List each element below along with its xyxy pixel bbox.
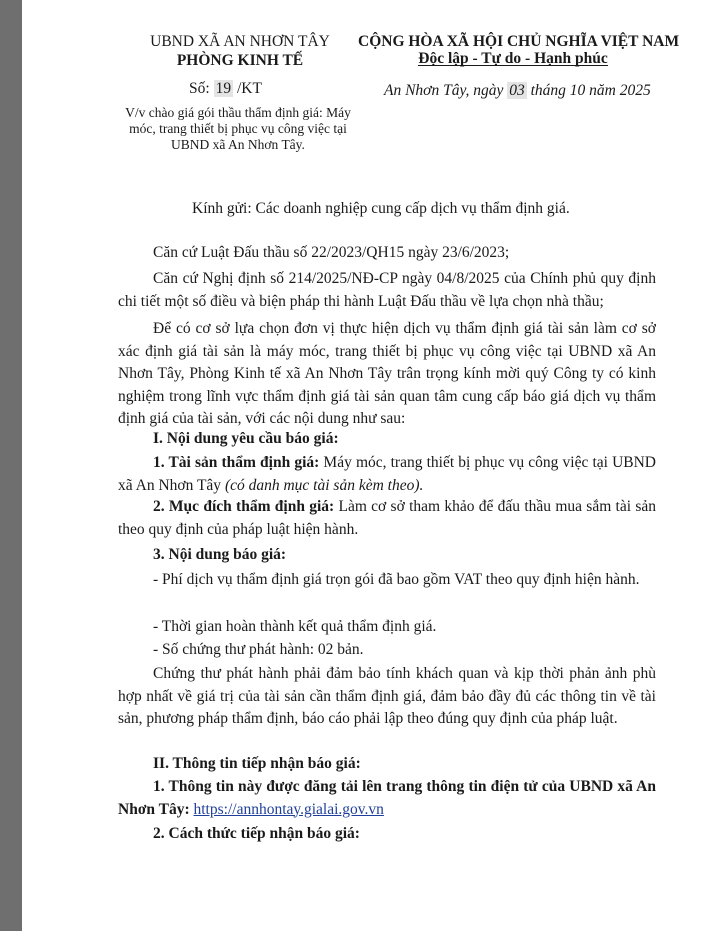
department-name: PHÒNG KINH TẾ (176, 52, 304, 69)
left-gutter (0, 0, 22, 931)
date-line (384, 82, 651, 100)
item2-paragraph (118, 496, 656, 541)
agency-name: UBND XÃ AN NHƠN TÂY (150, 33, 330, 50)
number-value: 19 (215, 80, 232, 97)
section2-title: II. Thông tin tiếp nhận báo giá: (153, 755, 361, 772)
info2-label: 2. Cách thức tiếp nhận báo giá: (153, 825, 360, 842)
intro-paragraph: Để có cơ sở lựa chọn đơn vị thực hiện dịch vụ thẩm định giá tài sản làm cơ sở xác định giá tài sản là máy móc, trang thiết bị phục vụ công việc tại UBND xã An Nhơn Tây, Phòng Kinh tế xã An Nhơn Tây trân trọng kính mời quý Công ty có kinh nghiệm trong lĩnh vực thẩm định giá tài sản quan tâm cung cấp báo giá dịch vụ thẩm định giá của tài sản, với các nội dung như sau: (118, 320, 656, 427)
basis-law: Căn cứ Luật Đấu thầu số 22/2023/QH15 ngày 23/6/2023; (153, 244, 510, 261)
website-link[interactable]: https://annhontay.gialai.gov.vn (193, 800, 384, 818)
bullet-fee: - Phí dịch vụ thẩm định giá trọn gói đã bao gồm VAT theo quy định hiện hành. (153, 571, 640, 588)
item1-paragraph (118, 452, 656, 497)
document-number (189, 80, 262, 98)
number-suffix: /KT (236, 80, 262, 97)
date-day: 03 (509, 82, 525, 99)
section1-title: I. Nội dung yêu cầu báo giá: (153, 430, 339, 447)
number-label: Số: (189, 80, 210, 97)
info1-paragraph (118, 776, 656, 821)
item1-label: 1. Tài sản thẩm định giá: (153, 454, 320, 471)
item1-note: (có danh mục tài sản kèm theo). (224, 476, 424, 494)
motto (358, 50, 668, 68)
recipient-line: Kính gửi: Các doanh nghiệp cung cấp dịch vụ thẩm định giá. (192, 200, 570, 217)
nation-title: CỘNG HÒA XÃ HỘI CHỦ NGHĨA VIỆT NAM (358, 33, 680, 50)
info1-label: 1. Thông tin này được đăng tải lên trang thông tin điện tử của UBND xã An Nhơn Tây: (118, 778, 656, 818)
bullet-time: - Thời gian hoàn thành kết quả thẩm định giá. (153, 618, 437, 635)
motto-text: Độc lập - Tự do - Hạnh phúc (418, 50, 608, 67)
date-prefix: An Nhơn Tây, ngày (384, 82, 504, 99)
item2-label: 2. Mục đích thẩm định giá: (153, 498, 335, 515)
basis-decree: Căn cứ Nghị định số 214/2025/NĐ-CP ngày 04/8/2025 của Chính phủ quy định chi tiết một số điều và biện pháp thi hành Luật Đấu thầu về lựa chọn nhà thầu; (118, 270, 656, 310)
subject-line-3: UBND xã An Nhơn Tây. (171, 137, 305, 152)
item3-label: 3. Nội dung báo giá: (153, 546, 287, 563)
certificate-paragraph: Chứng thư phát hành phải đảm bảo tính khách quan và kịp thời phản ảnh phù hợp nhất về giá trị của tài sản cần thẩm định giá, đảm bảo đầy đủ các thông tin về tài sản, phương pháp thẩm định, báo cáo phải lập theo đúng quy định của pháp luật. (118, 665, 656, 727)
date-suffix: tháng 10 năm 2025 (530, 82, 651, 99)
item2-text: Làm cơ sở tham khảo để đấu thầu mua sắm tài sản theo quy định của pháp luật hiện hành. (118, 498, 656, 538)
subject-line-2: móc, trang thiết bị phục vụ công việc tại (129, 121, 347, 136)
item1-text: Máy móc, trang thiết bị phục vụ công việc tại UBND xã An Nhơn Tây (118, 454, 656, 494)
bullet-copies: - Số chứng thư phát hành: 02 bản. (153, 641, 364, 658)
subject-line-1: V/v chào giá gói thầu thẩm định giá: Máy (125, 105, 351, 120)
